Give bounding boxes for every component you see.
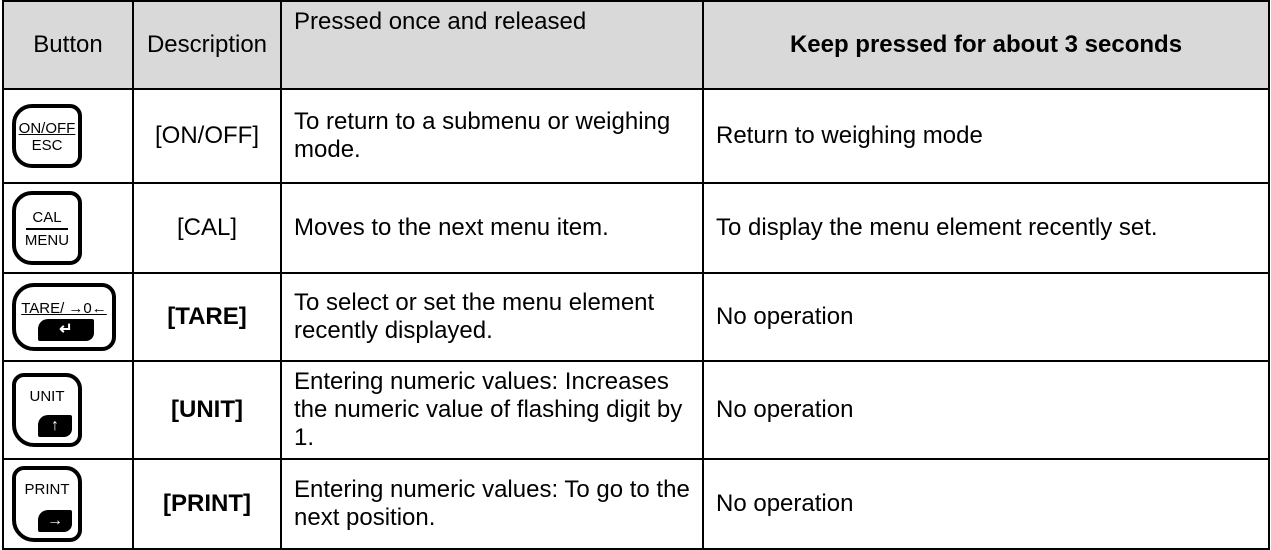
keep-pressed-cell: To display the menu element recently set. bbox=[703, 183, 1269, 273]
table-row bbox=[3, 273, 1269, 361]
key-cell bbox=[3, 89, 133, 183]
cal-menu-key-icon bbox=[12, 191, 82, 265]
description-cell: [CAL] bbox=[133, 183, 281, 273]
keep-pressed-cell: No operation bbox=[703, 273, 1269, 361]
key-bottom-label: MENU bbox=[24, 232, 70, 249]
key-bottom-label: ESC bbox=[31, 137, 63, 154]
pressed-once-cell: Entering numeric values: To go to the next position. bbox=[281, 459, 703, 549]
header-keep-pressed: Keep pressed for about 3 seconds bbox=[703, 1, 1269, 89]
key-divider bbox=[26, 228, 68, 230]
description-cell: [UNIT] bbox=[133, 361, 281, 459]
key-cell bbox=[3, 273, 133, 361]
table-row bbox=[3, 459, 1269, 549]
on-off-esc-key-icon bbox=[12, 104, 82, 168]
up-arrow-icon: ↑ bbox=[38, 415, 72, 437]
key-cell bbox=[3, 183, 133, 273]
key-top-label: UNIT bbox=[29, 388, 65, 405]
header-description: Description bbox=[133, 1, 281, 89]
print-right-key-icon bbox=[12, 466, 82, 542]
unit-up-key-icon bbox=[12, 373, 82, 447]
keep-pressed-cell: No operation bbox=[703, 459, 1269, 549]
right-arrow-icon: → bbox=[38, 510, 72, 532]
description-cell: [ON/OFF] bbox=[133, 89, 281, 183]
header-button: Button bbox=[3, 1, 133, 89]
table-row bbox=[3, 89, 1269, 183]
key-cell bbox=[3, 459, 133, 549]
description-cell: [PRINT] bbox=[133, 459, 281, 549]
key-top-label: PRINT bbox=[24, 481, 70, 498]
pressed-once-cell: To select or set the menu element recently displayed. bbox=[281, 273, 703, 361]
key-top-label: TARE/ →0← bbox=[21, 300, 107, 317]
table-row bbox=[3, 183, 1269, 273]
key-top-label: ON/OFF bbox=[18, 120, 76, 137]
table-header-row bbox=[3, 1, 1269, 89]
pressed-once-cell: To return to a submenu or weighing mode. bbox=[281, 89, 703, 183]
key-top-label: CAL bbox=[32, 209, 62, 226]
pressed-once-cell: Moves to the next menu item. bbox=[281, 183, 703, 273]
enter-arrow-icon: ↵ bbox=[38, 319, 94, 341]
button-function-table bbox=[2, 0, 1270, 550]
key-cell bbox=[3, 361, 133, 459]
pressed-once-cell: Entering numeric values: Increases the numeric value of flashing digit by 1. bbox=[281, 361, 703, 459]
header-pressed-once: Pressed once and released bbox=[281, 1, 703, 89]
table-row bbox=[3, 361, 1269, 459]
description-cell: [TARE] bbox=[133, 273, 281, 361]
keep-pressed-cell: No operation bbox=[703, 361, 1269, 459]
keep-pressed-cell: Return to weighing mode bbox=[703, 89, 1269, 183]
tare-zero-enter-key-icon bbox=[12, 283, 116, 351]
